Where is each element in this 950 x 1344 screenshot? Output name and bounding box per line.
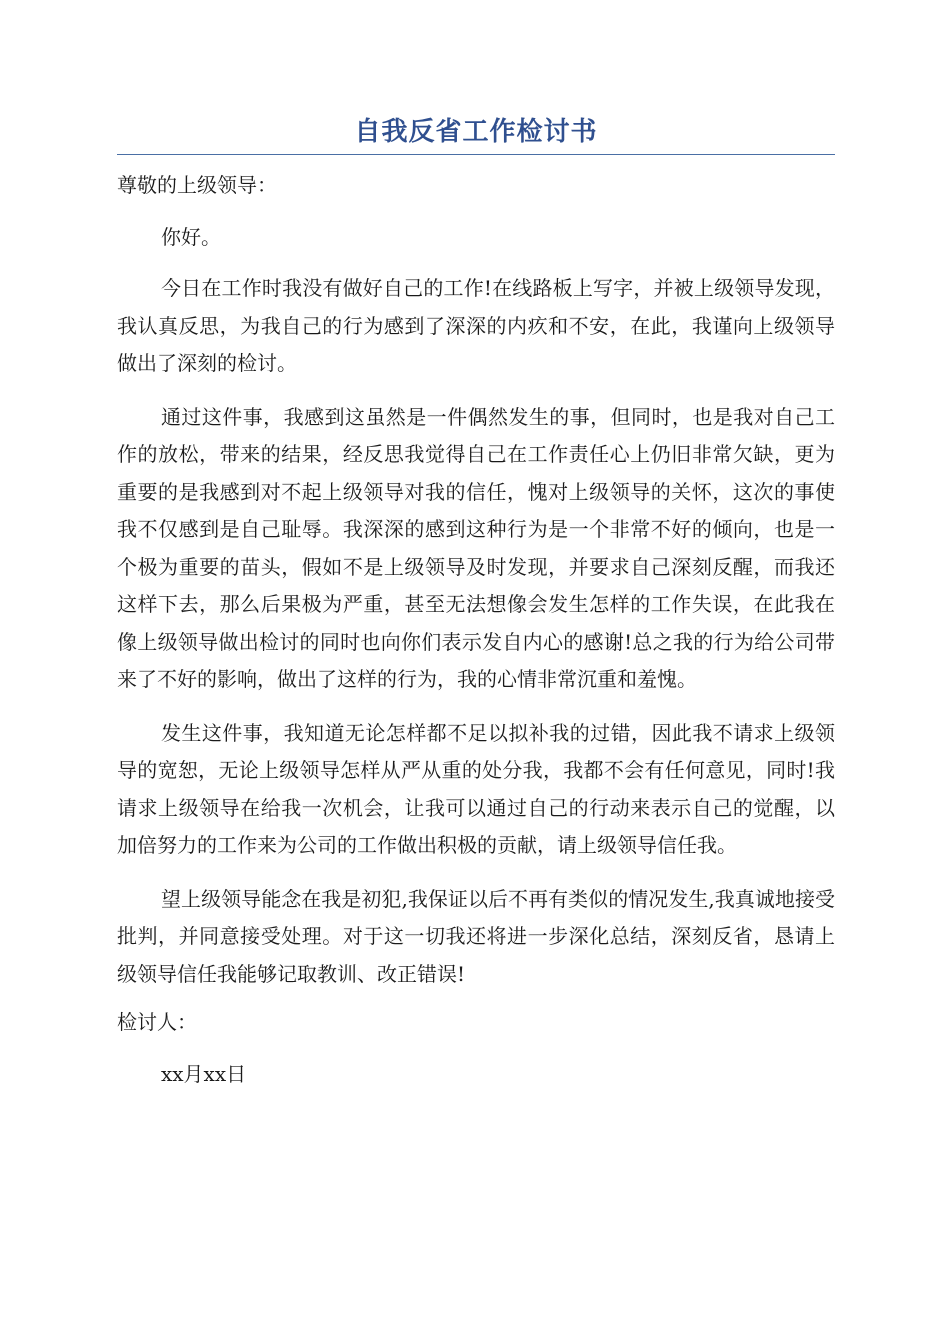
greeting: 你好。 [161, 225, 221, 249]
salutation: 尊敬的上级领导： [117, 173, 277, 197]
paragraph-1: 今日在工作时我没有做好自己的工作!在线路板上写字，并被上级领导发现，我认真反思，为我自己的行为感到了深深的内疚和不安，在此，我谨向上级领导做出了深刻的检讨。 [117, 276, 835, 375]
paragraph-2: 通过这件事，我感到这虽然是一件偶然发生的事，但同时，也是我对自己工作的放松，带来的结果，经反思我觉得自己在工作责任心上仍旧非常欠缺，更为重要的是我感到对不起上级领导对我的信任，愧对上级领导的关怀，这次的事使我不仅感到是自己耻辱。我深深的感到这种行为是一个非常不好的倾向，也是一个极为重要的苗头，假如不是上级领导及时发现，并要求自己深刻反醒，而我还这样下去，那么后果极为严重，甚至无法想像会发生怎样的工作失误，在此我在像上级领导做出检讨的同时也向你们表示发自内心的感谢!总之我的行为给公司带来了不好的影响，做出了这样的行为，我的心情非常沉重和羞愧。 [117, 404, 835, 691]
paragraph-4: 望上级领导能念在我是初犯,我保证以后不再有类似的情况发生,我真诚地接受批判，并同意接受处理。对于这一切我还将进一步深化总结，深刻反省，恳请上级领导信任我能够记取教训、改正错误! [117, 886, 835, 986]
paragraph-3: 发生这件事，我知道无论怎样都不足以拟补我的过错，因此我不请求上级领导的宽恕，无论上级领导怎样从严从重的处分我，我都不会有任何意见，同时!我请求上级领导在给我一次机会，让我可以通过自己的行动来表示自己的觉醒，以加倍努力的工作来为公司的工作做出积极的贡献，请上级领导信任我。 [117, 720, 835, 857]
date-line: xx月xx日 [161, 1062, 247, 1086]
signer-label: 检讨人： [117, 1010, 197, 1034]
document-title: 自我反省工作检讨书 [117, 112, 835, 155]
document-page [117, 112, 835, 1091]
